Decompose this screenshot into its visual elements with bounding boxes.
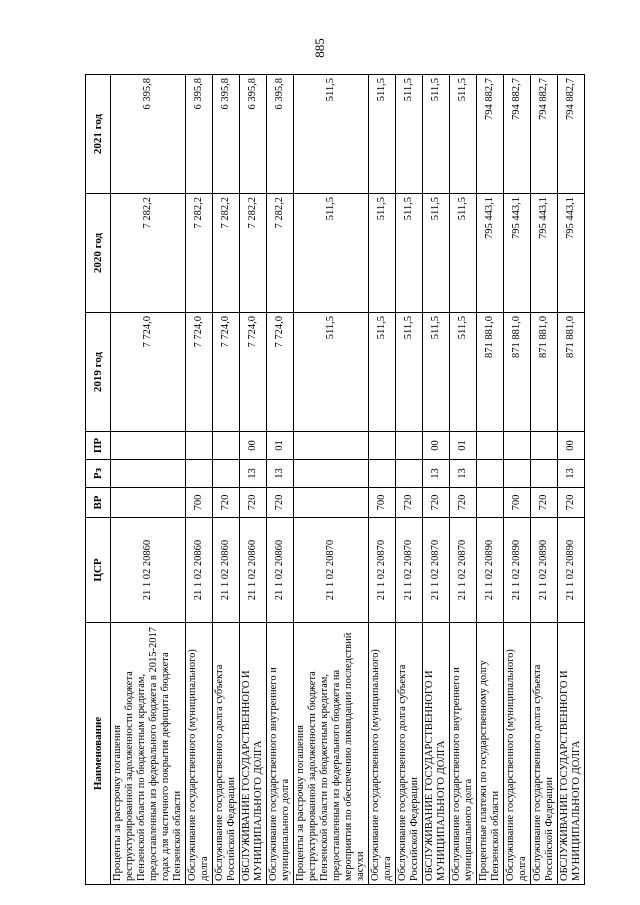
cell-name: Проценты за рассрочку погашения реструктурированной задолженности бюджета Пензенской области по бюджетным кредитам, предоставленным из федерального бюджета в 2015-2017 годах для частичного покрытия дефицита бюджета Пензенской области bbox=[111, 623, 186, 885]
cell-name: Обслуживание государственного (муниципального) долга bbox=[504, 623, 531, 885]
table-row bbox=[423, 75, 450, 885]
cell-y2020: 795 443,1 bbox=[558, 194, 585, 313]
cell-y2021: 511,5 bbox=[369, 75, 396, 194]
cell-y2020: 7 282,2 bbox=[213, 194, 240, 313]
header-vr: ВР bbox=[86, 488, 111, 518]
cell-y2021: 6 395,8 bbox=[240, 75, 267, 194]
cell-pr bbox=[213, 432, 240, 460]
cell-rz bbox=[111, 460, 186, 488]
table-row bbox=[558, 75, 585, 885]
header-name: Наименование bbox=[86, 623, 111, 885]
cell-pr bbox=[477, 432, 504, 460]
cell-name: ОБСЛУЖИВАНИЕ ГОСУДАРСТВЕННОГО И МУНИЦИПАЛЬНОГО ДОЛГА bbox=[423, 623, 450, 885]
cell-y2019: 7 724,0 bbox=[186, 313, 213, 432]
cell-y2020: 7 282,2 bbox=[267, 194, 294, 313]
cell-name: Процентные платежи по государственному долгу Пензенской области bbox=[477, 623, 504, 885]
table-row bbox=[213, 75, 240, 885]
cell-y2019: 871 881,0 bbox=[504, 313, 531, 432]
cell-vr bbox=[477, 488, 504, 518]
cell-csr: 21 1 02 20860 bbox=[240, 518, 267, 623]
cell-y2021: 794 882,7 bbox=[504, 75, 531, 194]
cell-vr: 720 bbox=[396, 488, 423, 518]
cell-rz: 13 bbox=[267, 460, 294, 488]
cell-name: Обслуживание государственного внутреннего и муниципального долга bbox=[267, 623, 294, 885]
cell-rz bbox=[369, 460, 396, 488]
budget-table bbox=[85, 74, 585, 885]
cell-y2019: 511,5 bbox=[396, 313, 423, 432]
cell-vr: 720 bbox=[213, 488, 240, 518]
cell-y2021: 794 882,7 bbox=[477, 75, 504, 194]
table-row bbox=[186, 75, 213, 885]
cell-y2021: 794 882,7 bbox=[558, 75, 585, 194]
header-pr: ПР bbox=[86, 432, 111, 460]
header-2019: 2019 год bbox=[86, 313, 111, 432]
cell-vr: 720 bbox=[531, 488, 558, 518]
table-body bbox=[111, 75, 585, 885]
cell-csr: 21 1 02 20860 bbox=[186, 518, 213, 623]
cell-csr: 21 1 02 20860 bbox=[213, 518, 240, 623]
cell-csr: 21 1 02 20890 bbox=[504, 518, 531, 623]
cell-vr: 720 bbox=[423, 488, 450, 518]
cell-name: Обслуживание государственного долга субъекта Российской Федерации bbox=[396, 623, 423, 885]
cell-y2021: 511,5 bbox=[294, 75, 369, 194]
cell-y2021: 794 882,7 bbox=[531, 75, 558, 194]
cell-name: ОБСЛУЖИВАНИЕ ГОСУДАРСТВЕННОГО И МУНИЦИПАЛЬНОГО ДОЛГА bbox=[240, 623, 267, 885]
cell-csr: 21 1 02 20870 bbox=[450, 518, 477, 623]
cell-rz: 13 bbox=[240, 460, 267, 488]
cell-y2020: 7 282,2 bbox=[111, 194, 186, 313]
cell-pr: 01 bbox=[450, 432, 477, 460]
cell-vr: 720 bbox=[267, 488, 294, 518]
cell-pr bbox=[504, 432, 531, 460]
cell-pr bbox=[531, 432, 558, 460]
cell-csr: 21 1 02 20870 bbox=[423, 518, 450, 623]
cell-pr: 00 bbox=[423, 432, 450, 460]
cell-csr: 21 1 02 20860 bbox=[267, 518, 294, 623]
cell-pr bbox=[396, 432, 423, 460]
cell-y2020: 7 282,2 bbox=[240, 194, 267, 313]
table-row bbox=[477, 75, 504, 885]
cell-vr: 700 bbox=[186, 488, 213, 518]
cell-rz bbox=[531, 460, 558, 488]
cell-csr: 21 1 02 20890 bbox=[531, 518, 558, 623]
cell-y2019: 7 724,0 bbox=[213, 313, 240, 432]
cell-vr bbox=[294, 488, 369, 518]
cell-pr: 00 bbox=[558, 432, 585, 460]
cell-vr: 720 bbox=[240, 488, 267, 518]
cell-vr: 700 bbox=[369, 488, 396, 518]
cell-pr bbox=[186, 432, 213, 460]
cell-y2020: 795 443,1 bbox=[477, 194, 504, 313]
cell-vr: 700 bbox=[504, 488, 531, 518]
cell-rz bbox=[294, 460, 369, 488]
cell-y2021: 6 395,8 bbox=[186, 75, 213, 194]
table-row bbox=[504, 75, 531, 885]
cell-y2020: 7 282,2 bbox=[186, 194, 213, 313]
header-csr: ЦСР bbox=[86, 518, 111, 623]
cell-y2019: 511,5 bbox=[423, 313, 450, 432]
cell-name: ОБСЛУЖИВАНИЕ ГОСУДАРСТВЕННОГО И МУНИЦИПАЛЬНОГО ДОЛГА bbox=[558, 623, 585, 885]
cell-y2021: 511,5 bbox=[450, 75, 477, 194]
table-header-row bbox=[86, 75, 111, 885]
cell-y2019: 7 724,0 bbox=[111, 313, 186, 432]
cell-pr bbox=[369, 432, 396, 460]
header-2020: 2020 год bbox=[86, 194, 111, 313]
cell-y2021: 511,5 bbox=[423, 75, 450, 194]
cell-y2019: 7 724,0 bbox=[240, 313, 267, 432]
cell-vr: 720 bbox=[450, 488, 477, 518]
cell-y2020: 511,5 bbox=[294, 194, 369, 313]
cell-rz: 13 bbox=[450, 460, 477, 488]
table-row bbox=[294, 75, 369, 885]
cell-vr: 720 bbox=[558, 488, 585, 518]
cell-y2019: 511,5 bbox=[450, 313, 477, 432]
cell-y2020: 511,5 bbox=[369, 194, 396, 313]
cell-y2019: 871 881,0 bbox=[558, 313, 585, 432]
cell-name: Обслуживание государственного внутреннего и муниципального долга bbox=[450, 623, 477, 885]
cell-y2019: 871 881,0 bbox=[477, 313, 504, 432]
page-number: 885 bbox=[312, 38, 327, 58]
cell-y2020: 795 443,1 bbox=[504, 194, 531, 313]
cell-y2020: 511,5 bbox=[396, 194, 423, 313]
cell-rz bbox=[504, 460, 531, 488]
cell-y2021: 511,5 bbox=[396, 75, 423, 194]
cell-rz bbox=[186, 460, 213, 488]
header-rz: Рз bbox=[86, 460, 111, 488]
cell-y2021: 6 395,8 bbox=[111, 75, 186, 194]
table-row bbox=[111, 75, 186, 885]
cell-pr: 00 bbox=[240, 432, 267, 460]
header-2021: 2021 год bbox=[86, 75, 111, 194]
cell-y2019: 871 881,0 bbox=[531, 313, 558, 432]
cell-pr bbox=[111, 432, 186, 460]
table-row bbox=[369, 75, 396, 885]
cell-rz: 13 bbox=[423, 460, 450, 488]
cell-y2021: 6 395,8 bbox=[213, 75, 240, 194]
cell-pr bbox=[294, 432, 369, 460]
cell-name: Обслуживание государственного (муниципального) долга bbox=[369, 623, 396, 885]
table-row bbox=[267, 75, 294, 885]
cell-rz: 13 bbox=[558, 460, 585, 488]
cell-vr bbox=[111, 488, 186, 518]
cell-csr: 21 1 02 20870 bbox=[396, 518, 423, 623]
cell-rz bbox=[477, 460, 504, 488]
cell-y2020: 511,5 bbox=[450, 194, 477, 313]
cell-csr: 21 1 02 20860 bbox=[111, 518, 186, 623]
table-row bbox=[531, 75, 558, 885]
cell-name: Обслуживание государственного долга субъекта Российской Федерации bbox=[531, 623, 558, 885]
cell-y2020: 795 443,1 bbox=[531, 194, 558, 313]
table-row bbox=[240, 75, 267, 885]
cell-name: Обслуживание государственного (муниципального) долга bbox=[186, 623, 213, 885]
cell-y2019: 511,5 bbox=[369, 313, 396, 432]
cell-y2019: 7 724,0 bbox=[267, 313, 294, 432]
cell-csr: 21 1 02 20890 bbox=[477, 518, 504, 623]
cell-csr: 21 1 02 20870 bbox=[369, 518, 396, 623]
cell-name: Проценты за рассрочку погашения реструктурированной задолженности бюджета Пензенской области по бюджетным кредитам, предоставленным из федерального бюджета на мероприятия по обеспечению ликвидации последствий засухи bbox=[294, 623, 369, 885]
cell-name: Обслуживание государственного долга субъекта Российской Федерации bbox=[213, 623, 240, 885]
table-row bbox=[450, 75, 477, 885]
rotated-table-wrapper bbox=[85, 75, 582, 885]
cell-csr: 21 1 02 20890 bbox=[558, 518, 585, 623]
cell-rz bbox=[213, 460, 240, 488]
cell-y2021: 6 395,8 bbox=[267, 75, 294, 194]
cell-csr: 21 1 02 20870 bbox=[294, 518, 369, 623]
cell-y2019: 511,5 bbox=[294, 313, 369, 432]
cell-pr: 01 bbox=[267, 432, 294, 460]
cell-rz bbox=[396, 460, 423, 488]
table-row bbox=[396, 75, 423, 885]
cell-y2020: 511,5 bbox=[423, 194, 450, 313]
